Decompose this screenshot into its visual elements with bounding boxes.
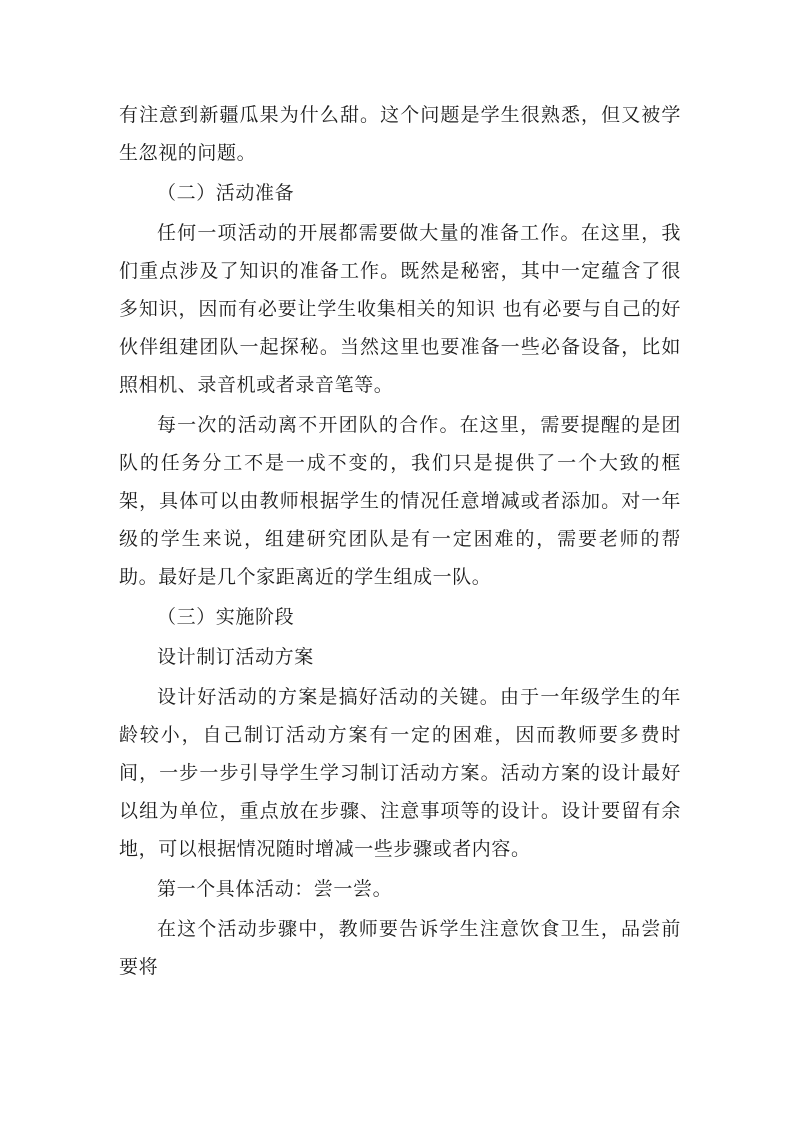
paragraph-continuation: 有注意到新疆瓜果为什么甜。这个问题是学生很熟悉，但又被学生忽视的问题。 — [119, 104, 681, 164]
document-body — [119, 96, 681, 988]
section-heading-preparation: （二）活动准备 — [157, 182, 295, 204]
paragraph-tasting-step: 在这个活动步骤中，教师要告诉学生注意饮食卫生，品尝前要将 — [119, 918, 681, 978]
paragraph-first-activity: 第一个具体活动：尝一尝。 — [157, 878, 393, 900]
paragraph-teamwork: 每一次的活动离不开团队的合作。在这里，需要提醒的是团队的任务分工不是一成不变的，我们只是提供了一个大致的框架，具体可以由教师根据学生的情况任意增减或者添加。对一年级的学生来说，组建研究团队是有一定困难的，需要老师的帮助。最好是几个家距离近的学生组成一队。 — [119, 414, 681, 588]
subheading-plan-design: 设计制订活动方案 — [157, 646, 314, 668]
paragraph-preparation-knowledge: 任何一项活动的开展都需要做大量的准备工作。在这里，我们重点涉及了知识的准备工作。既然是秘密，其中一定蕴含了很多知识，因而有必要让学生收集相关的知识 也有必要与自己的好伙伴组建团队一起探秘。当然这里也要准备一些必备设备，比如照相机、录音机或者录音笔等。 — [119, 222, 681, 396]
section-heading-implementation: （三）实施阶段 — [157, 606, 295, 628]
paragraph-plan-design: 设计好活动的方案是搞好活动的关键。由于一年级学生的年龄较小，自己制订活动方案有一定的困难，因而教师要多费时间，一步一步引导学生学习制订活动方案。活动方案的设计最好以组为单位，重点放在步骤、注意事项等的设计。设计要留有余地，可以根据情况随时增减一些步骤或者内容。 — [119, 686, 681, 860]
